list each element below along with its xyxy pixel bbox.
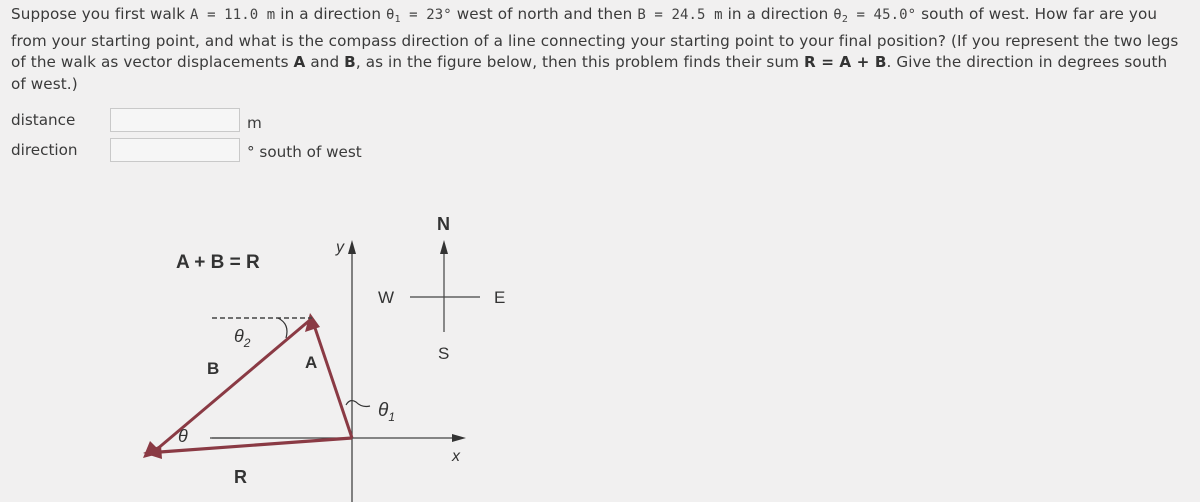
distance-unit: m (247, 114, 262, 132)
vector-a-magnitude: A = 11.0 m (190, 7, 276, 23)
theta1-subscript: 1 (394, 14, 401, 25)
problem-text-1: Suppose you first walk (11, 5, 186, 23)
compass-north-arrowhead (440, 240, 448, 254)
distance-label: distance (11, 111, 76, 129)
theta2-symbol: θ (833, 7, 842, 23)
problem-text-and: and (310, 53, 340, 71)
direction-unit: ° south of west (247, 143, 362, 161)
compass-north: N (437, 214, 450, 234)
direction-label: direction (11, 141, 78, 159)
theta1-label: $\theta_1$ (378, 400, 395, 424)
vector-a-label: A (293, 53, 306, 71)
compass-south: S (438, 344, 450, 363)
figure-title: A + B = R (176, 252, 260, 273)
problem-text-6: , as in the figure below, then this problem finds their sum (355, 53, 800, 71)
vector-a-line (313, 322, 352, 438)
y-axis-arrowhead (348, 240, 356, 254)
theta2-subscript: 2 (841, 14, 848, 25)
sum-equation: R = A + B (804, 53, 887, 71)
theta1-symbol: θ (385, 7, 395, 23)
problem-text-7: . Give the direction in degrees south of west.) (11, 53, 1168, 93)
vector-b-label: B (344, 53, 356, 71)
x-axis-label: x (452, 448, 460, 465)
problem-text-2: in a direction (280, 5, 382, 23)
vector-r-diagram-label: R (234, 467, 247, 487)
compass-east: E (494, 288, 506, 307)
vector-b-magnitude: B = 24.5 m (637, 7, 723, 23)
theta1-degrees: = 23° (409, 7, 452, 23)
y-axis-label: y (336, 239, 344, 256)
vector-r-line (160, 438, 352, 452)
vector-b-diagram-label: B (207, 359, 220, 378)
theta2-degrees: = 45.0° (856, 7, 917, 23)
theta2-label: $\theta_2$ (234, 326, 251, 350)
x-axis-arrowhead (452, 434, 466, 442)
problem-text-3: west of north and then (456, 5, 633, 23)
vector-a-diagram-label: A (305, 353, 318, 372)
theta2-arc (278, 318, 287, 338)
theta-label: θ (178, 426, 188, 446)
theta1-arc (346, 401, 370, 407)
problem-text-4: in a direction (727, 5, 829, 23)
compass-west: W (378, 288, 395, 307)
problem-text-5: south of west. How far are you from your starting point, and what is the compass direction of a line connecting your starting point to your final position? (If you represent the two legs of the walk as vector displacements (11, 5, 1179, 71)
